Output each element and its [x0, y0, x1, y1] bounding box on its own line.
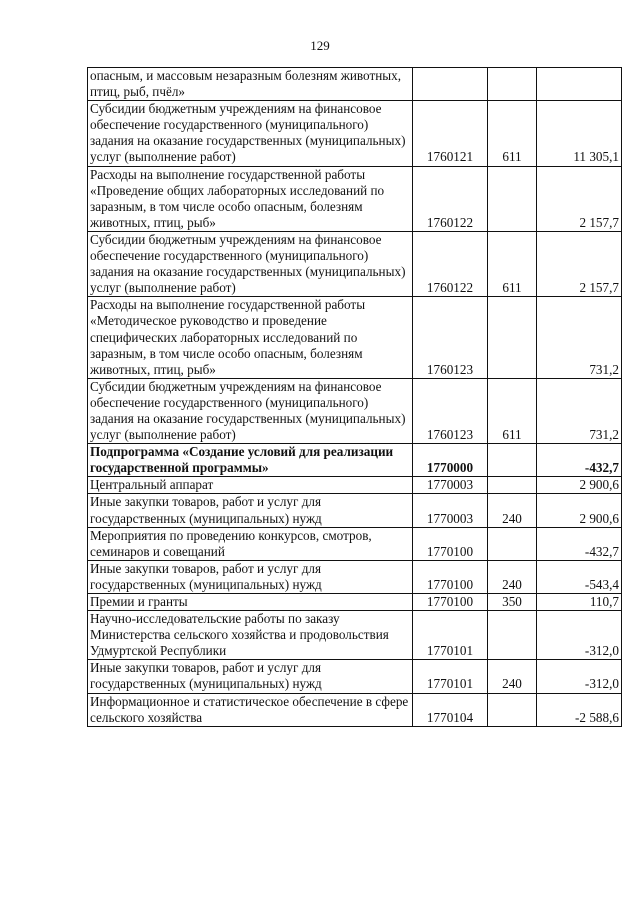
row-type-cell [488, 68, 537, 101]
budget-table [87, 67, 622, 727]
table-row [88, 166, 622, 231]
row-code-cell: 1770003 [413, 494, 488, 527]
row-type-cell: 240 [488, 494, 537, 527]
row-name-cell: Мероприятия по проведению конкурсов, смотров, семинаров и совещаний [88, 527, 413, 560]
table-row [88, 477, 622, 494]
row-name-cell: Иные закупки товаров, работ и услуг для государственных (муниципальных) нужд [88, 494, 413, 527]
table-row [88, 378, 622, 443]
row-type-cell: 611 [488, 231, 537, 296]
row-code-cell: 1760122 [413, 166, 488, 231]
row-code-cell [413, 68, 488, 101]
table-row [88, 660, 622, 693]
table-row [88, 68, 622, 101]
row-code-cell: 1760121 [413, 101, 488, 166]
row-sum-cell: 731,2 [537, 297, 622, 378]
row-sum-cell: 11 305,1 [537, 101, 622, 166]
row-sum-cell: -2 588,6 [537, 693, 622, 726]
row-type-cell [488, 297, 537, 378]
row-sum-cell: 2 900,6 [537, 477, 622, 494]
row-sum-cell: 2 157,7 [537, 231, 622, 296]
row-name-cell: Информационное и статистическое обеспечение в сфере сельского хозяйства [88, 693, 413, 726]
row-code-cell: 1770100 [413, 560, 488, 593]
table-row [88, 101, 622, 166]
row-sum-cell: -432,7 [537, 527, 622, 560]
row-type-cell [488, 444, 537, 477]
row-type-cell: 350 [488, 594, 537, 611]
row-type-cell: 611 [488, 378, 537, 443]
budget-table-body [88, 68, 622, 727]
table-row [88, 611, 622, 660]
row-sum-cell: -432,7 [537, 444, 622, 477]
row-sum-cell: 2 157,7 [537, 166, 622, 231]
row-name-cell: Субсидии бюджетным учреждениям на финансовое обеспечение государственного (муниципального) задания на оказание государственных (муниципальных) услуг (выполнение работ) [88, 101, 413, 166]
table-row [88, 693, 622, 726]
row-name-cell: Расходы на выполнение государственной работы «Проведение общих лабораторных исследований по заразным, в том числе особо опасным, болезням животных, птиц, рыб» [88, 166, 413, 231]
page-number: 129 [310, 38, 330, 53]
table-row [88, 444, 622, 477]
row-type-cell: 611 [488, 101, 537, 166]
row-name-cell: Премии и гранты [88, 594, 413, 611]
row-type-cell: 240 [488, 560, 537, 593]
row-code-cell: 1770101 [413, 611, 488, 660]
row-name-cell: Иные закупки товаров, работ и услуг для государственных (муниципальных) нужд [88, 660, 413, 693]
row-code-cell: 1760123 [413, 378, 488, 443]
table-row [88, 494, 622, 527]
row-sum-cell: 2 900,6 [537, 494, 622, 527]
row-name-cell: Иные закупки товаров, работ и услуг для государственных (муниципальных) нужд [88, 560, 413, 593]
row-code-cell: 1760122 [413, 231, 488, 296]
row-sum-cell [537, 68, 622, 101]
row-code-cell: 1770101 [413, 660, 488, 693]
row-type-cell [488, 477, 537, 494]
table-row [88, 560, 622, 593]
row-name-cell: опасным, и массовым незаразным болезням животных, птиц, рыб, пчёл» [88, 68, 413, 101]
row-type-cell [488, 693, 537, 726]
row-code-cell: 1770100 [413, 527, 488, 560]
row-code-cell: 1770000 [413, 444, 488, 477]
table-row [88, 297, 622, 378]
row-type-cell [488, 527, 537, 560]
row-name-cell: Субсидии бюджетным учреждениям на финансовое обеспечение государственного (муниципального) задания на оказание государственных (муниципальных) услуг (выполнение работ) [88, 231, 413, 296]
row-code-cell: 1770003 [413, 477, 488, 494]
row-name-cell: Субсидии бюджетным учреждениям на финансовое обеспечение государственного (муниципального) задания на оказание государственных (муниципальных) услуг (выполнение работ) [88, 378, 413, 443]
row-name-cell: Центральный аппарат [88, 477, 413, 494]
row-type-cell [488, 611, 537, 660]
row-name-cell: Подпрограмма «Создание условий для реализации государственной программы» [88, 444, 413, 477]
table-row [88, 594, 622, 611]
row-sum-cell: 110,7 [537, 594, 622, 611]
row-name-cell: Научно-исследовательские работы по заказу Министерства сельского хозяйства и продовольствия Удмуртской Республики [88, 611, 413, 660]
row-sum-cell: -312,0 [537, 611, 622, 660]
row-code-cell: 1770104 [413, 693, 488, 726]
row-sum-cell: -312,0 [537, 660, 622, 693]
row-sum-cell: -543,4 [537, 560, 622, 593]
row-code-cell: 1760123 [413, 297, 488, 378]
row-sum-cell: 731,2 [537, 378, 622, 443]
row-type-cell: 240 [488, 660, 537, 693]
row-name-cell: Расходы на выполнение государственной работы «Методическое руководство и проведение специфических лабораторных исследований по заразным, в том числе особо опасным, болезням животных, птиц, рыб» [88, 297, 413, 378]
row-type-cell [488, 166, 537, 231]
row-code-cell: 1770100 [413, 594, 488, 611]
table-row [88, 231, 622, 296]
table-row [88, 527, 622, 560]
